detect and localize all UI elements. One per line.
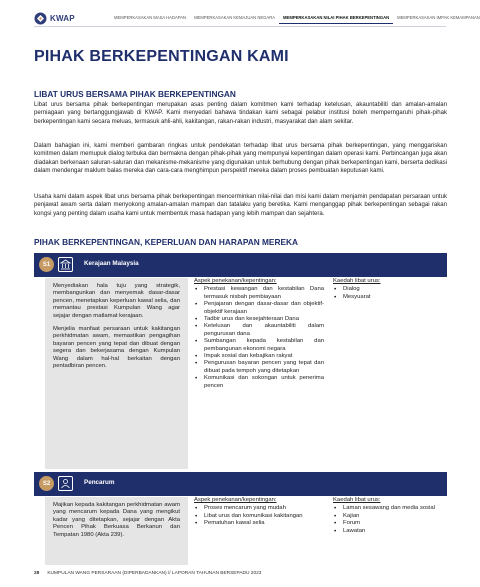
stakeholder-bar-s2 (34, 472, 447, 496)
list-item: • Komunikasi dan sokongan untuk penerima pencen (194, 375, 324, 390)
intro-paragraph-1: Libat urus bersama pihak berkepentingan merupakan asas penting dalam komitmen kami terhadap ketelusan, akauntabiliti dan amalan-amalan perniagaan yang bertanggungjawab di KWAP. Kami menyedari bahawa tindakan kami sebagai pelabur institusi boleh memperngaruhi pihak-pihak berkepentingan kami secara meluas, termasuk ahli-ahli, kakitangan, rakan-rakan industri, masyarakat dan alam sekitar. (34, 102, 447, 125)
intro-paragraph-3: Usaha kami dalam aspek libat urus bersama pihak berkepentingan mencerminkan nilai-nilai dan misi kami dalam menjamin pendapatan persaraan untuk penjawat awam serta dalam menyokong amalan-amalan mampan dan tatalaku yang beretika. Kami menganggap pihak berkepentingan sebagai rakan kongsi yang penting dalam usaha kami untuk membentuk masa hadapan yang lebih mampan dan sejahtera. (34, 194, 447, 217)
section-heading-libat-urus: LIBAT URUS BERSAMA PIHAK BERKEPENTINGAN (34, 89, 236, 99)
brand-name: KWAP (50, 14, 75, 23)
list-item: • Pengurusan bayaran pencen yang tepat dan dibuat pada tempoh yang ditetapkan (194, 360, 324, 375)
stakeholder-name: Kerajaan Malaysia (84, 260, 139, 267)
stakeholder-badge: S1 (39, 257, 54, 272)
list-item: • Tadbir urus dan kesejahteraan Dana (194, 316, 324, 323)
engagement-column-s1 (333, 278, 443, 301)
footer-text: KUMPULAN WANG PERSARAAN (DIPERBADANKAN) // LAPORAN TAHUNAN BERSEPADU 2023 (47, 571, 262, 576)
needs-paragraph: Menyediakan hala tuju yang strategik, membangunkan dan menyemak dasar-dasar pencen, menetapkan keperluan kawal selia, dan memantau prestasi Kumpulan Wang agar sejajar dengan matlamat kerajaan. (53, 283, 180, 319)
aspects-column-s2 (194, 497, 324, 528)
list-item: • Laman sesawang dan media sosial (333, 505, 443, 512)
list-item: • Penjajaran dengan dasar-dasar dan objektif-objektif kerajaan (194, 301, 324, 316)
government-building-icon (58, 257, 73, 272)
engagement-heading: Kaedah libat urus: (333, 278, 381, 284)
kwap-logo[interactable] (34, 12, 75, 25)
list-item: • Kajian (333, 513, 443, 520)
header-divider (34, 26, 446, 27)
list-item: • Libat urus dan komunikasi kakitangan (194, 513, 324, 520)
engagement-list (333, 286, 443, 301)
page-number: 28 (34, 571, 40, 576)
section-nav (110, 13, 480, 24)
aspects-list (194, 505, 324, 527)
stakeholder-badge: S2 (39, 476, 54, 491)
aspects-column-s1 (194, 278, 324, 390)
aspects-heading: Aspek penekanan/kepentingan: (194, 497, 277, 503)
stakeholder-needs-box-s1 (45, 278, 188, 469)
list-item: • Dialog (333, 286, 443, 293)
list-item: • Pematuhan kawal selia (194, 520, 324, 527)
needs-paragraph: Majikan kepada kakitangan perkhidmatan awam yang mencarum kepada Dana yang mengikut kadar yang ditetapkan, sejajar dengan Akta Pencen Pihak Berkuasa Berkanun dan Tempatan 1980 (Akta 239). (53, 502, 180, 538)
list-item: • Prestasi kewangan dan kestabilan Dana termasuk nisbah pembiayaan (194, 286, 324, 301)
kwap-logo-icon (34, 12, 47, 25)
intro-paragraph-2: Dalam bahagian ini, kami memberi gambaran ringkas untuk pendekatan terhadap libat urus bersama pihak berkepentingan, yang menggariskan komitmen dalam memupuk dialog terbuka dan bermakna dengan pihak-pihak yang mempunyai kepentingan dalam operasi kami. Perbincangan juga akan diadakan berkenaan saluran-saluran dan mekanisme-mekanisme yang digunakan untuk berhubung dengan pihak berkepentingan kami, berserta dedikasi dalam mendengar maklum balas mereka dan cara-cara menghimpun perspektif mereka dalam proses pembuatan keputusan kami. (34, 143, 447, 175)
list-item: • Proses mencarum yang mudah (194, 505, 324, 512)
list-item: • Sumbangan kepada kestabilan dan pembangunan ekonomi negara (194, 338, 324, 353)
aspects-list (194, 286, 324, 390)
list-item: • Lawatan (333, 528, 443, 535)
list-item: • Mesyuarat (333, 294, 443, 301)
list-item: • Ketelusan dan akauntabiliti dalam pengurusan dana (194, 323, 324, 338)
top-header (0, 0, 480, 34)
nav-item-impak-kemampanan[interactable]: MEMPERKASAKAN IMPAK KEMAMPANAN (397, 15, 480, 20)
nav-item-kemajuan-negara[interactable]: MEMPERKASAKAN KEMAJUAN NEGARA (194, 15, 276, 20)
contributor-icon (58, 476, 73, 491)
engagement-heading: Kaedah libat urus: (333, 497, 381, 503)
needs-paragraph: Menjelia manfaat persaraan untuk kakitangan perkhidmatan awam, memastikan pengagihan bayaran pencen yang tepat dan dibuat dengan segera dan bekerjasama dengan Kumpulan Wang dalam hal-hal berkaitan dengan pentadbiran pencen. (53, 326, 180, 370)
engagement-list (333, 505, 443, 535)
engagement-column-s2 (333, 497, 443, 535)
list-item: • Forum (333, 520, 443, 527)
section-heading-stakeholders: PIHAK BERKEPENTINGAN, KEPERLUAN DAN HARAPAN MEREKA (34, 237, 298, 247)
nav-item-pihak-berkepentingan[interactable]: MEMPERKASAKAN NILAI PIHAK BERKEPENTINGAN (279, 13, 393, 24)
nav-item-masa-hadapan[interactable]: MEMPERKASAKAN MASA HADAPAN (114, 15, 187, 20)
stakeholder-bar-s1 (34, 253, 447, 277)
page-footer (34, 571, 261, 576)
list-item: • Impak sosial dan kebajikan rakyat (194, 353, 324, 360)
page-title: PIHAK BERKEPENTINGAN KAMI (34, 48, 289, 65)
stakeholder-needs-box-s2 (45, 497, 188, 565)
stakeholder-name: Pencarum (84, 479, 115, 486)
aspects-heading: Aspek penekanan/kepentingan: (194, 278, 277, 284)
